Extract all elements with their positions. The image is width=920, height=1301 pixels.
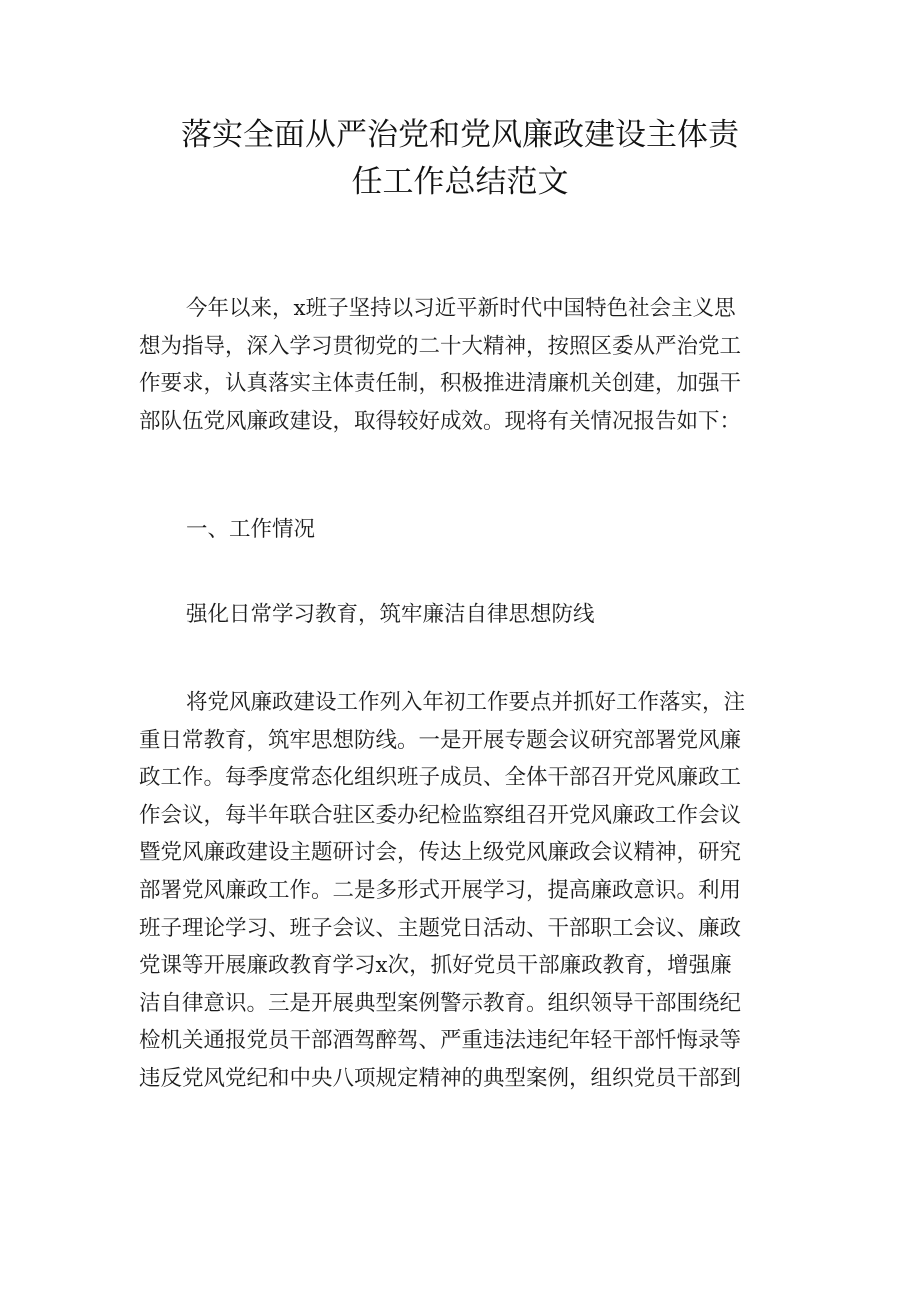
intro-line: 想为指导，深入学习贯彻党的二十大精神，按照区委从严治党工 (139, 333, 742, 359)
body-line: 暨党风廉政建设主题研讨会，传达上级党风廉政会议精神，研究 (139, 840, 742, 866)
body-line: 洁自律意识。三是开展典型案例警示教育。组织领导干部围绕纪 (139, 990, 742, 1016)
body-line: 党课等开展廉政教育学习x次，抓好党员干部廉政教育，增强廉 (139, 953, 732, 979)
body-line: 部署党风廉政工作。二是多形式开展学习，提高廉政意识。利用 (139, 877, 742, 903)
intro-paragraph (139, 290, 791, 440)
body-line: 作会议，每半年联合驻区委办纪检监察组召开党风廉政工作会议 (139, 802, 742, 828)
body-paragraph (139, 684, 791, 1098)
body-line: 将党风廉政建设工作列入年初工作要点并抓好工作落实，注 (186, 690, 746, 715)
title-line: 落实全面从严治党和党风廉政建设主体责 (181, 117, 739, 153)
subheading: 强化日常学习教育，筑牢廉洁自律思想防线 (186, 602, 595, 627)
body-line: 重日常教育，筑牢思想防线。一是开展专题会议研究部署党风廉 (139, 727, 742, 753)
intro-line: 部队伍党风廉政建设，取得较好成效。现将有关情况报告如下： (139, 408, 742, 434)
body-line: 政工作。每季度常态化组织班子成员、全体干部召开党风廉政工 (139, 765, 742, 791)
section-heading: 一、工作情况 (186, 517, 316, 542)
body-line: 检机关通报党员干部酒驾醉驾、严重违法违纪年轻干部忏悔录等 (139, 1028, 742, 1054)
intro-line: 今年以来，x班子坚持以习近平新时代中国特色社会主义思 (186, 296, 736, 321)
title-line: 任工作总结范文 (351, 164, 569, 200)
document-title (140, 112, 780, 206)
body-line: 班子理论学习、班子会议、主题党日活动、干部职工会议、廉政 (139, 915, 742, 941)
body-line: 违反党风党纪和中央八项规定精神的典型案例，组织党员干部到 (139, 1065, 742, 1091)
intro-line: 作要求，认真落实主体责任制，积极推进清廉机关创建，加强干 (139, 371, 742, 397)
